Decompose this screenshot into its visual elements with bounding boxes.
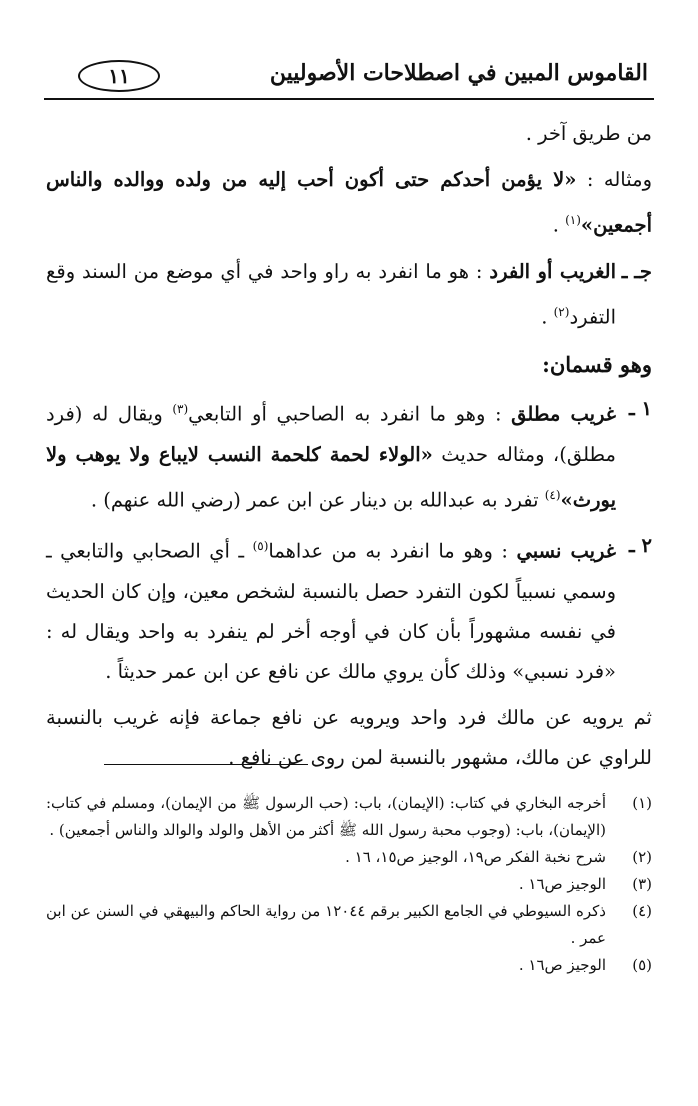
- paragraph: من طريق آخر .: [525, 122, 652, 145]
- footnote-ref: (٢): [553, 304, 570, 319]
- footnote: [46, 952, 652, 979]
- footnote: [46, 790, 652, 844]
- footnote: [46, 844, 652, 871]
- item-number: ٢ ـ: [629, 534, 652, 557]
- definition-cont: ويقال له (فرد مطلق)، ومثاله حديث: [46, 402, 616, 466]
- paragraph-example: [46, 160, 652, 246]
- definition: : وهو ما انفرد به الصاحبي أو التابعي: [188, 402, 502, 426]
- definition: : وهو ما انفرد به من عداهما: [268, 539, 508, 563]
- page-number: ١١: [78, 60, 160, 92]
- footnote-divider: [104, 764, 308, 765]
- list-item-1: [46, 389, 652, 520]
- running-title: القاموس المبين في اصطلاحات الأصوليين: [269, 60, 648, 86]
- section-c: [46, 252, 652, 338]
- footnote-number: (٢): [632, 848, 652, 866]
- footnote-number: (٣): [632, 875, 652, 893]
- footnote-ref: (٥): [252, 539, 269, 553]
- footnote-number: (١): [632, 794, 652, 812]
- list-item-2: [46, 526, 652, 692]
- definition-cont: ـ أي الصحابي والتابعي ـ وسمي نسبياً لكون التفرد حصل بالنسبة لشخص معين، وإن كان الحديث في نفسه مشهوراً بأن كان في أوجه أخر لم ينفرد به واحد ويقال له : «فرد نسبي» وذلك كأن يروي مالك عن نافع عن ابن عمر حديثاً .: [46, 539, 616, 683]
- footnote-text: الوجيز ص١٦ .: [518, 875, 606, 893]
- item-number: ١ ـ: [629, 397, 652, 420]
- definition-end: تفرد به عبدالله بن دينار عن ابن عمر (رضي الله عنهم) .: [90, 488, 545, 511]
- footnote-number: (٤): [632, 902, 652, 920]
- definition: : هو ما انفرد به راو واحد في أي موضع من السند وقع التفرد: [46, 259, 616, 328]
- footnote-text: الوجيز ص١٦ .: [518, 956, 606, 974]
- example-lead: ومثاله :: [576, 168, 652, 191]
- punctuation: .: [552, 213, 566, 237]
- section-marker: جـ ـ: [621, 259, 652, 283]
- footnote-ref: (١): [565, 213, 581, 227]
- footnote-ref: (٤): [544, 487, 561, 502]
- footnote-text: أخرجه البخاري في كتاب: (الإيمان)، باب: (حب الرسول ﷺ من الإيمان)، ومسلم في كتاب: (الإيمان)، باب: (وجوب محبة رسول الله ﷺ أكثر من الأهل والولد والوالد والناس أجمعين) .: [46, 794, 606, 839]
- paragraph: ثم يرويه عن مالك فرد واحد ويرويه عن نافع جماعة فإنه غريب بالنسبة للراوي عن مالك، مشهور بالنسبة لمن روى عن نافع .: [46, 705, 652, 769]
- main-text: [46, 114, 652, 784]
- footnote-text: ذكره السيوطي في الجامع الكبير برقم ١٢٠٤٤ من رواية الحاكم والبيهقي في السنن عن ابن عمر .: [46, 902, 606, 947]
- term: الغريب أو الفرد: [489, 259, 616, 283]
- term: غريب مطلق: [511, 402, 617, 426]
- hadith-quote: «لا يؤمن أحدكم حتى أكون أحب إليه من ولده ووالده والناس أجمعين»: [46, 168, 652, 237]
- footnote: [46, 898, 652, 952]
- footnote-text: شرح نخبة الفكر ص١٩، الوجيز ص١٥، ١٦ .: [345, 848, 606, 866]
- page-header: [44, 54, 654, 100]
- footnotes: [46, 790, 652, 979]
- divisions-heading: وهو قسمان:: [542, 352, 652, 377]
- footnote-number: (٥): [632, 956, 652, 974]
- term: غريب نسبي: [516, 539, 617, 563]
- punctuation: .: [541, 305, 554, 328]
- footnote-ref: (٣): [172, 402, 189, 416]
- hadith-quote: «الولاء لحمة كلحمة النسب لايباع ولا يوهب ولا يورث»: [46, 442, 616, 511]
- footnote: [46, 871, 652, 898]
